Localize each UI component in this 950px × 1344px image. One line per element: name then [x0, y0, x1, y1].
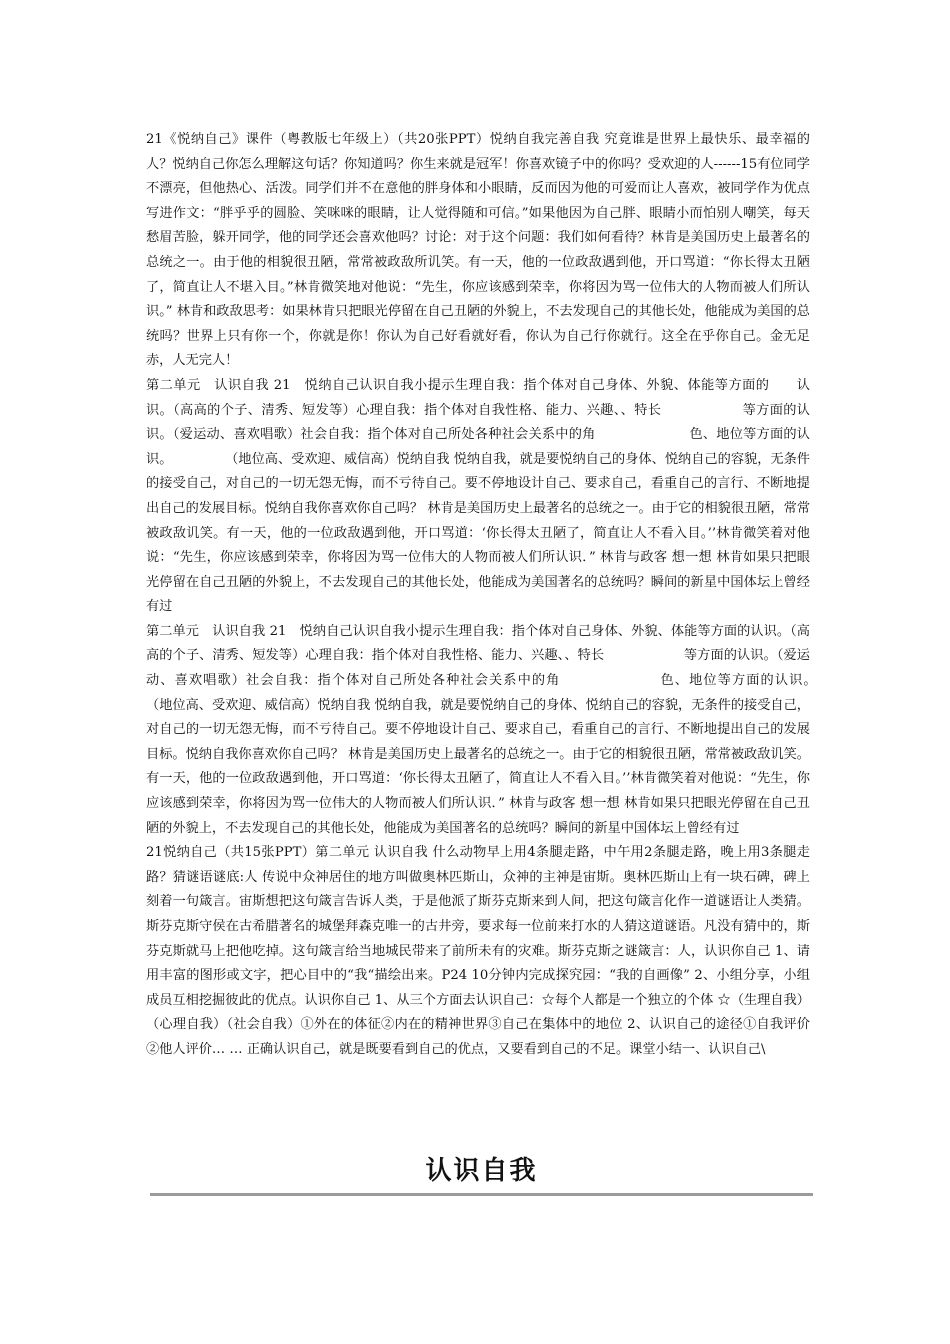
paragraph-2: 第二单元 认识自我 21 悦纳自己认识自我小提示生理自我：指个体对自己身体、外貌、体能等方面的 认识。（高高的个子、清秀、短发等）心理自我：指个体对自我性格、能力、兴趣、、特长 等方面的认识。（爱运动、喜欢唱歌）社会自我：指个体对自己所处各种社会关系中的角 色、地位等方面的认识。 （地位高、受欢迎、威信高）悦纳自我 悦纳自我，就是要悦纳自己的身体、悦纳自己的容貌，无条件的接受自己，对自己的一切无怨无悔，而不亏待自己。要不停地设计自己、要求自己，看重自己的言行、不断地提出自己的发展目标。悦纳自我你喜欢你自己吗？ 林肯是美国历史上最著名的总统之一。由于它的相貌很丑陋，常常被政敌讥笑。有一天，他的一位政敌遇到他，开口骂道：‘你长得太丑陋了，简直让人不看入目。’’林肯微笑着对他说：“先生，你应该感到荣幸，你将因为骂一位伟大的人物而被人们所认识．” 林肯与政客 想一想 林肯如果只把眼光停留在自己丑陋的外貌上，不去发现自己的其他长处，他能成为美国著名的总统吗？瞬间的新星中国体坛上曾经有过 — [146, 377, 810, 615]
paragraph-1: 21《悦纳自己》课件（粤教版七年级上）（共20张PPT）悦纳自我完善自我 究竟谁是世界上最快乐、最幸福的人？悦纳自己你怎么理解这句话？你知道吗？你生来就是冠军！你喜欢镜子中的你吗？受欢迎的人------15有位同学不漂亮，但他热心、活泼。同学们并不在意他的胖身体和小眼睛，反而因为他的可爱而让人喜欢，被同学作为优点写进作文：“胖乎乎的圆脸、笑咪咪的眼睛，让人觉得随和可信。”如果他因为自己胖、眼睛小而怕别人嘲笑，每天愁眉苦脸，躲开同学，他的同学还会喜欢他吗？讨论：对于这个问题：我们如何看待？林肯是美国历史上最著名的总统之一。由于他的相貌很丑陋，常常被政敌所讥笑。有一天，他的一位政敌遇到他，开口骂道：“你长得太丑陋了，简直让人不堪入目。”林肯微笑地对他说：“先生，你应该感到荣幸，你将因为骂一位伟大的人物而被人们所认识。” 林肯和政敌思考：如果林肯只把眼光停留在自己丑陋的外貌上，不去发现自己的其他长处，他能成为美国的总统吗？世界上只有你一个，你就是你！你认为自己好看就好看，你认为自己行你就行。这全在乎你自己。金无足赤，人无完人！ — [146, 132, 810, 369]
document-body — [146, 128, 876, 1063]
title-underline — [150, 1193, 813, 1196]
paragraph-3: 第二单元 认识自我 21 悦纳自己认识自我小提示生理自我：指个体对自己身体、外貌、体能等方面的认识。（高高的个子、清秀、短发等）心理自我：指个体对自我性格、能力、兴趣、、特长 等方面的认识。（爱运动、喜欢唱歌）社会自我：指个体对自己所处各种社会关系中的角 色、地位等方面的认识。 （地位高、受欢迎、威信高）悦纳自我 悦纳自我，就是要悦纳自己的身体、悦纳自己的容貌，无条件的接受自己，对自己的一切无怨无悔，而不亏待自己。要不停地设计自己、要求自己，看重自己的言行、不断地提出自己的发展目标。悦纳自我你喜欢你自己吗？ 林肯是美国历史上最著名的总统之一。由于它的相貌很丑陋，常常被政敌讥笑。有一天，他的一位政敌遇到他，开口骂道：‘你长得太丑陋了，简直让人不看入目。’’林肯微笑着对他说：“先生，你应该感到荣幸，你将因为骂一位伟大的人物而被人们所认识．” 林肯与政客 想一想 林肯如果只把眼光停留在自己丑陋的外貌上，不去发现自己的其他长处，他能成为美国著名的总统吗？瞬间的新星中国体坛上曾经有过 — [146, 623, 876, 836]
section-title: 认识自我 — [425, 1156, 538, 1186]
paragraph-4: 21悦纳自己（共15张PPT）第二单元 认识自我 什么动物早上用4条腿走路，中午用2条腿走路，晚上用3条腿走路？猜谜语谜底:人 传说中众神居住的地方叫做奥林匹斯山，众神的主神是宙斯。奥林匹斯山上有一块石碑，碑上刻着一句箴言。宙斯想把这句箴言告诉人类，于是他派了斯芬克斯来到人间，把这句箴言化作一道谜语让人类猜。斯芬克斯守侯在古希腊著名的城堡拜森克唯一的古井旁，要求每一位前来打水的人猜这道谜语。凡没有猜中的，斯芬克斯就马上把他吃掉。这句箴言给当地城民带来了前所未有的灾难。斯芬克斯之谜箴言：人，认识你自己 1、请用丰富的图形或文字，把心目中的“我“描绘出来。P24 10分钟内完成探究园：“我的自画像” 2、小组分享，小组成员互相挖掘彼此的优点。认识你自己 1、从三个方面去认识自己：☆每个人都是一个独立的个体 ☆（生理自我）（心理自我）（社会自我）①外在的体征②内在的精神世界③自己在集体中的地位 2、认识自己的途径①自我评价②他人评价… … 正确认识自己，就是既要看到自己的优点，又要看到自己的不足。课堂小结一、认识自己\ — [146, 845, 810, 1057]
